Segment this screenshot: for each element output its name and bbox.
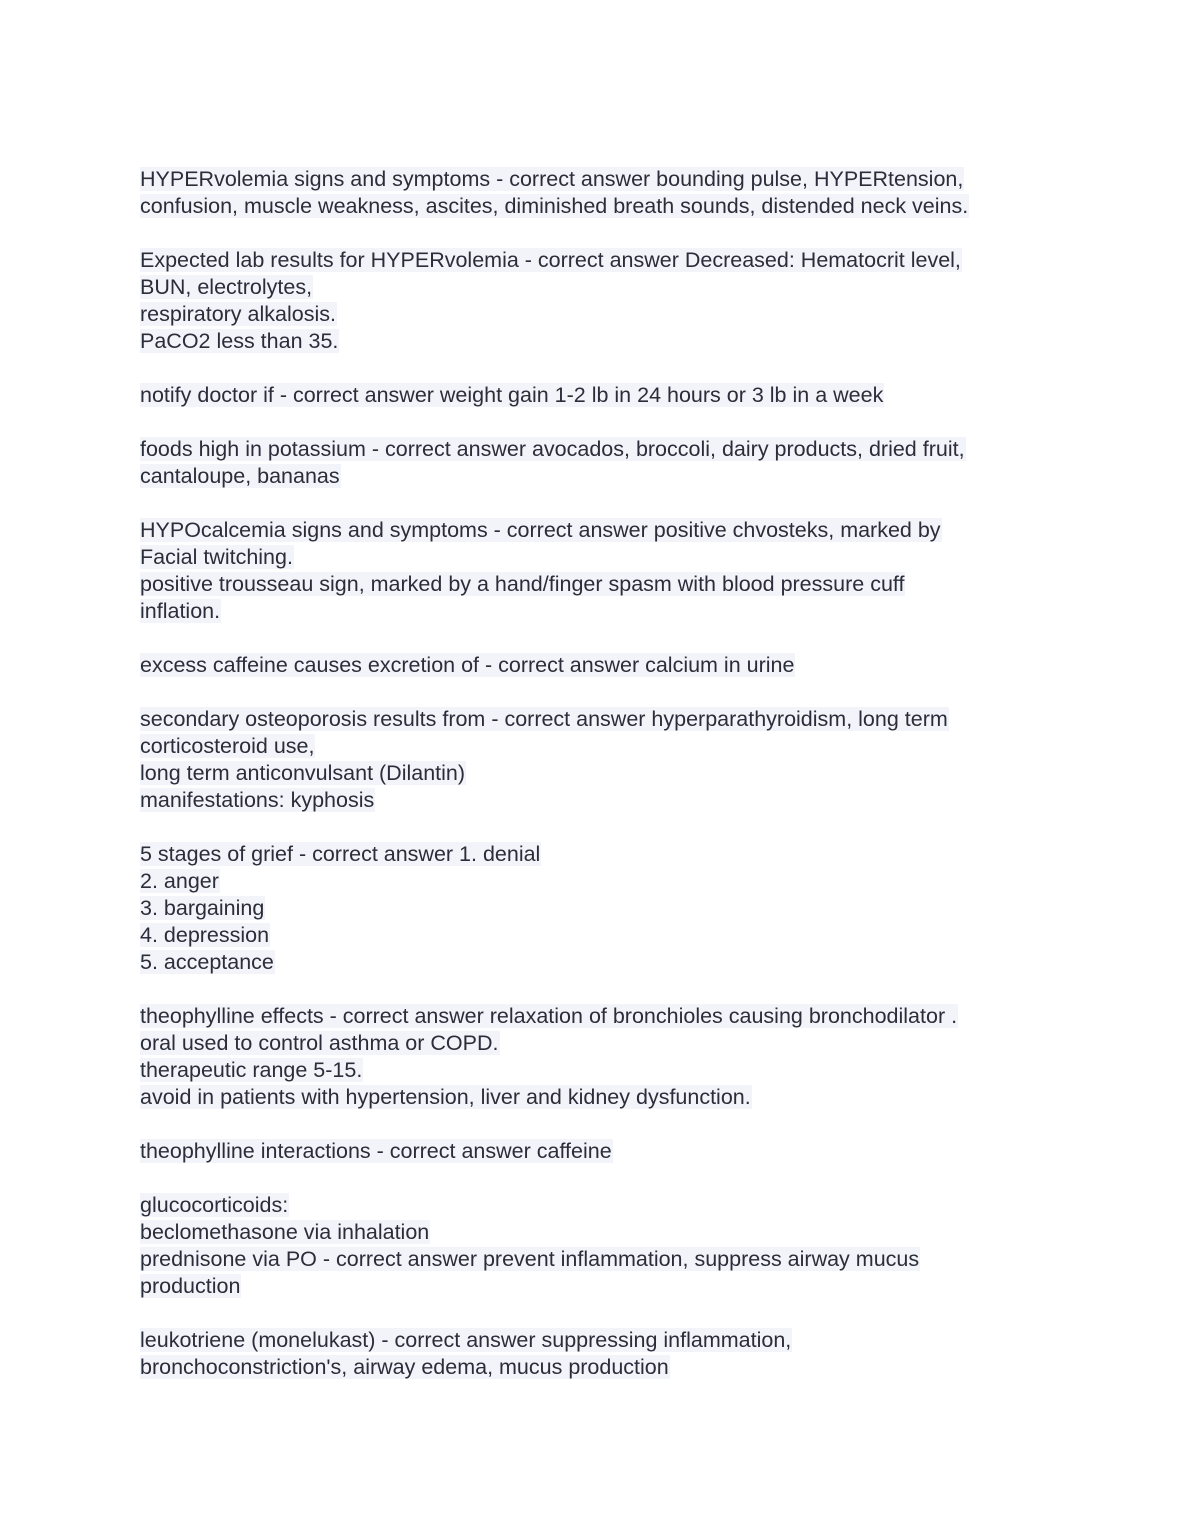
text-line: HYPERvolemia signs and symptoms - correct answer bounding pulse, HYPERtension,	[140, 167, 964, 191]
text-line: inflation.	[140, 599, 221, 623]
flashcard-theophylline-interactions	[140, 1138, 1060, 1165]
text-line: 3. bargaining	[140, 896, 265, 920]
flashcard-secondary-osteoporosis	[140, 706, 1060, 814]
text-line: 2. anger	[140, 869, 219, 893]
text-line: Expected lab results for HYPERvolemia - correct answer Decreased: Hematocrit level,	[140, 248, 961, 272]
flashcard-hypervolemia-signs	[140, 166, 1060, 220]
text-line: 5 stages of grief - correct answer 1. denial	[140, 842, 541, 866]
text-line: excess caffeine causes excretion of - correct answer calcium in urine	[140, 653, 795, 677]
text-line: confusion, muscle weakness, ascites, diminished breath sounds, distended neck veins.	[140, 194, 969, 218]
text-line: oral used to control asthma or COPD.	[140, 1031, 499, 1055]
text-line: therapeutic range 5-15.	[140, 1058, 363, 1082]
flashcard-theophylline-effects	[140, 1003, 1060, 1111]
text-line: positive trousseau sign, marked by a hand/finger spasm with blood pressure cuff	[140, 572, 905, 596]
text-line: PaCO2 less than 35.	[140, 329, 339, 353]
text-line: leukotriene (monelukast) - correct answer suppressing inflammation,	[140, 1328, 792, 1352]
flashcard-stages-of-grief	[140, 841, 1060, 976]
document-page	[140, 166, 1060, 1408]
text-line: prednisone via PO - correct answer prevent inflammation, suppress airway mucus	[140, 1247, 920, 1271]
flashcard-leukotriene	[140, 1327, 1060, 1381]
text-line: 5. acceptance	[140, 950, 274, 974]
text-line: 4. depression	[140, 923, 270, 947]
flashcard-notify-doctor	[140, 382, 1060, 409]
flashcard-hypocalcemia-signs	[140, 517, 1060, 625]
flashcard-hypervolemia-labs	[140, 247, 1060, 355]
text-line: manifestations: kyphosis	[140, 788, 375, 812]
flashcard-potassium-foods	[140, 436, 1060, 490]
flashcard-caffeine-excretion	[140, 652, 1060, 679]
text-line: corticosteroid use,	[140, 734, 315, 758]
text-line: respiratory alkalosis.	[140, 302, 336, 326]
text-line: theophylline effects - correct answer relaxation of bronchioles causing bronchodilator .	[140, 1004, 958, 1028]
text-line: glucocorticoids:	[140, 1193, 289, 1217]
text-line: secondary osteoporosis results from - correct answer hyperparathyroidism, long term	[140, 707, 948, 731]
text-line: beclomethasone via inhalation	[140, 1220, 430, 1244]
text-line: notify doctor if - correct answer weight gain 1-2 lb in 24 hours or 3 lb in a week	[140, 383, 884, 407]
text-line: bronchoconstriction's, airway edema, mucus production	[140, 1355, 669, 1379]
text-line: cantaloupe, bananas	[140, 464, 340, 488]
text-line: avoid in patients with hypertension, liver and kidney dysfunction.	[140, 1085, 751, 1109]
text-line: production	[140, 1274, 241, 1298]
text-line: HYPOcalcemia signs and symptoms - correct answer positive chvosteks, marked by	[140, 518, 941, 542]
text-line: theophylline interactions - correct answer caffeine	[140, 1139, 612, 1163]
text-line: BUN, electrolytes,	[140, 275, 313, 299]
text-line: Facial twitching.	[140, 545, 293, 569]
flashcard-glucocorticoids	[140, 1192, 1060, 1300]
text-line: foods high in potassium - correct answer avocados, broccoli, dairy products, dried fruit,	[140, 437, 965, 461]
text-line: long term anticonvulsant (Dilantin)	[140, 761, 466, 785]
